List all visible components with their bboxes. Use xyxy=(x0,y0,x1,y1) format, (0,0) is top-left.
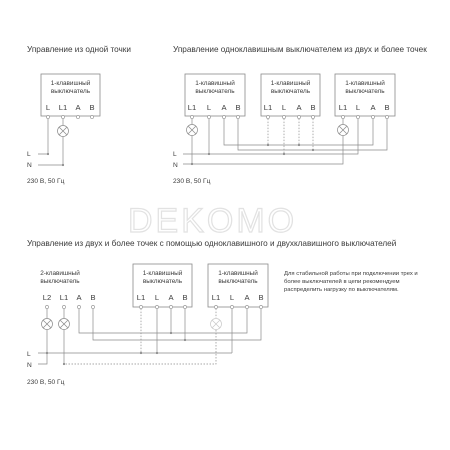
section1-term-0: L xyxy=(45,103,51,112)
watermark: DEKOMO xyxy=(128,202,298,240)
section3-switch-1-label1: 1-клавишный xyxy=(142,270,183,277)
section2-switch-2-label1: 1-клавишный xyxy=(270,80,311,87)
section3-note-line3: распределить нагрузку по выключателям. xyxy=(284,287,399,293)
section2-switch-3-label2: выключатель xyxy=(345,88,385,95)
section2-switch-3-term-1: L xyxy=(355,103,361,112)
section2-N: N xyxy=(173,162,178,169)
section3-switch-2-term-3: B xyxy=(258,293,264,302)
section3-sw2-term-0: L2 xyxy=(42,293,52,302)
section3-sw2-term-3: B xyxy=(90,293,96,302)
section2-switch-1-term-2: A xyxy=(221,103,227,112)
section2-switch-1-term-3: B xyxy=(235,103,241,112)
section2-supply: 230 В, 50 Гц xyxy=(173,178,211,185)
section2-switch-2-term-1: L xyxy=(281,103,287,112)
section1-L: L xyxy=(27,151,31,158)
section2-switch-3-term-2: A xyxy=(370,103,376,112)
section1-supply: 230 В, 50 Гц xyxy=(27,178,65,185)
section3-title: Управление из двух и более точек с помощью одноклавишного и двухклавишного выключателей xyxy=(27,239,397,248)
section3-switch-2-label1: 1-клавишный xyxy=(218,270,258,277)
section3-switch-1-term-3: B xyxy=(182,293,188,302)
section2-switch-1-term-1: L xyxy=(206,103,212,112)
section3-lamp-1-icon xyxy=(42,319,53,330)
section3-supply: 230 В, 50 Гц xyxy=(27,379,65,386)
section1-switch xyxy=(41,74,100,119)
section3-switch-2-label2: выключатель xyxy=(218,278,258,285)
section2-switch-1-label1: 1-клавишный xyxy=(195,80,235,87)
section2-switch-2-term-3: B xyxy=(310,103,316,112)
section3-switch-1-term-0: L1 xyxy=(136,293,146,302)
section3-lamp-3-icon xyxy=(211,319,222,330)
section2-L: L xyxy=(173,151,177,158)
section2-lamp-1-icon xyxy=(187,125,198,136)
section3-switch-2 xyxy=(208,264,268,309)
section3-switch-2-term-0: L1 xyxy=(211,293,221,302)
section3-switch-1-term-1: L xyxy=(154,293,160,302)
section3-switch-1 xyxy=(133,264,192,309)
section3-L: L xyxy=(27,351,31,358)
section2-switch-2-term-2: A xyxy=(296,103,302,112)
section2-lamp-2-icon xyxy=(338,125,349,136)
section1-term-2: A xyxy=(75,103,81,112)
section1-switch-label1: 1-клавишный xyxy=(50,80,91,87)
section1-title: Управление из одной точки xyxy=(27,45,131,54)
section3-sw2-term-2: A xyxy=(76,293,82,302)
section2-switch-3 xyxy=(335,74,395,119)
section3-switch-1-label2: выключатель xyxy=(142,278,183,285)
section2-switch-2-label2: выключатель xyxy=(270,88,311,95)
section3-switch-1-term-2: A xyxy=(168,293,174,302)
section2-switch-1-term-0: L1 xyxy=(187,103,197,112)
section2-switch-1-label2: выключатель xyxy=(195,88,235,95)
section2-switch-2 xyxy=(261,74,320,119)
section2-switch-3-term-0: L1 xyxy=(338,103,348,112)
section3-switch-2-term-1: L xyxy=(229,293,235,302)
section3-note-line2: более выключателей в цепи рекомендуем xyxy=(284,279,400,285)
section3-switch-2-term-2: A xyxy=(244,293,250,302)
section3-lamp-2-icon xyxy=(59,319,70,330)
section1-term-3: B xyxy=(89,103,95,112)
section3-sw2-term-1: L1 xyxy=(59,293,69,302)
section3-N: N xyxy=(27,362,32,369)
section2-switch-3-label1: 1-клавишный xyxy=(345,80,385,87)
section3-sw2-label1: 2-клавишный xyxy=(40,270,80,277)
section1-lamp-icon xyxy=(58,126,69,137)
section2-title: Управление одноклавишным выключателем из двух и более точек xyxy=(173,45,427,54)
section2-switch-2-term-0: L1 xyxy=(263,103,273,112)
section2-switch-3-term-3: B xyxy=(384,103,390,112)
section1-term-1: L1 xyxy=(58,103,68,112)
section2-switch-1 xyxy=(185,74,245,119)
section1-switch-label2: выключатель xyxy=(50,88,91,95)
section3-note-line1: Для стабильной работы при подключении трех и xyxy=(284,271,418,277)
section1-N: N xyxy=(27,162,32,169)
section3-sw2-label2: выключатель xyxy=(40,278,80,285)
